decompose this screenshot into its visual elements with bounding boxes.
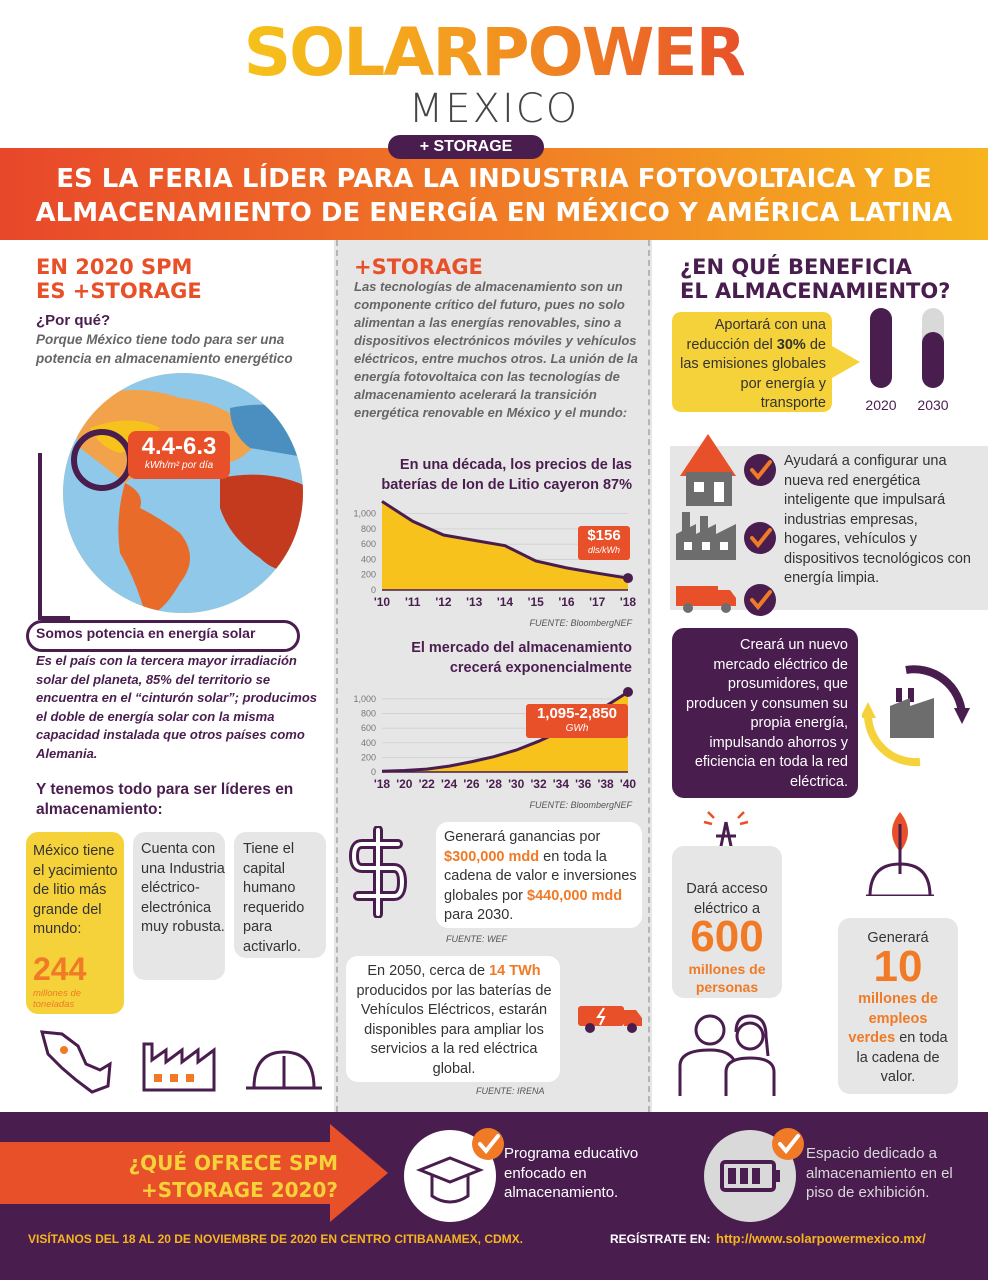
register-link[interactable]: http://www.solarpowermexico.mx/	[716, 1231, 926, 1246]
chart1-callout-unit: dls/kWh	[587, 545, 620, 555]
mexico-map-icon	[42, 1032, 110, 1092]
chart2-title	[346, 638, 632, 678]
prosumer-cycle-icon	[862, 662, 974, 770]
offer-education: Programa educativo enfocado en almacenamiento.	[504, 1145, 639, 1201]
why-text: Porque México tiene todo para ser una potencia en almacenamiento energético	[36, 332, 293, 366]
y-tick-label: 600	[360, 539, 376, 550]
y-tick-label: 400	[360, 554, 376, 565]
chart2-title-line2: crecerá exponencialmente	[449, 660, 632, 676]
banner-headline	[0, 162, 988, 230]
people-icon	[676, 1010, 786, 1096]
benefits-title	[680, 255, 950, 303]
jobs-post: en toda la cadena de valor.	[856, 1030, 948, 1085]
wef-value-1: $300,000 mdd	[444, 848, 540, 865]
truck-icon	[676, 586, 736, 613]
y-tick-label: 1,000	[353, 693, 376, 704]
col1-icons	[36, 1010, 336, 1100]
grid-icons	[672, 430, 782, 616]
irena-source: FUENTE: IRENA	[476, 1086, 545, 1096]
jobs-unit: millones de empleos verdes	[848, 991, 938, 1046]
x-tick-label: '10	[373, 595, 391, 609]
logo-solarpower: SOLARPOWER	[243, 14, 745, 91]
access-value: 600	[690, 912, 764, 961]
prosumer-text: Creará un nuevo mercado eléctrico de prosumidores, que producen y consumen su propia energía, impulsando ahorros y eficiencia en toda la red eléctrica.	[685, 637, 848, 790]
access-text: Dará acceso eléctrico a	[686, 881, 768, 917]
chart2-title-line1: El mercado del almacenamiento	[411, 640, 632, 656]
hard-hat-icon	[246, 1052, 322, 1088]
y-tick-label: 600	[360, 723, 376, 734]
x-tick-label: '28	[485, 777, 502, 791]
y-tick-label: 800	[360, 708, 376, 719]
x-tick-label: '14	[496, 595, 514, 609]
lithium-unit: millones de toneladas	[33, 988, 82, 1010]
why-heading: ¿Por qué?	[36, 312, 111, 329]
chart2-callout-value: 1,095-2,850	[536, 705, 618, 722]
wef-post: para 2030.	[444, 907, 514, 923]
irena-value: 14 TWh	[489, 963, 541, 979]
reduction-value: 30%	[776, 336, 806, 353]
col1-title-line2: ES +STORAGE	[36, 279, 202, 303]
irradiation-value: 4.4-6.3	[141, 433, 217, 460]
storage-pill: + STORAGE	[388, 135, 544, 159]
y-tick-label: 0	[370, 767, 376, 777]
chart1-title-line2: baterías de Ion de Litio cayeron 87%	[381, 477, 632, 493]
globe-map-icon	[30, 368, 330, 658]
lithium-value: 244	[33, 951, 87, 987]
x-tick-label: '34	[552, 777, 570, 791]
benefits-title-line1: ¿EN QUÉ BENEFICIA	[680, 255, 912, 279]
x-tick-label: '15	[527, 595, 544, 609]
emissions-bars	[850, 304, 960, 418]
chart2-callout-unit: GWh	[565, 723, 589, 734]
bar-label: 2020	[865, 397, 897, 413]
x-tick-label: '20	[396, 777, 413, 791]
x-tick-label: '32	[530, 777, 547, 791]
benefits-title-line2: EL ALMACENAMIENTO?	[680, 279, 951, 303]
jobs-text	[844, 990, 952, 1088]
offer-question	[118, 1150, 338, 1204]
wef-value-2: $440,000 mdd	[527, 887, 623, 904]
x-tick-label: '13	[466, 595, 483, 609]
col1-title-line1: EN 2020 SPM	[36, 255, 193, 279]
x-tick-label: '18	[619, 595, 637, 609]
human-capital-text: Tiene el capital humano requerido para activarlo.	[243, 841, 305, 955]
y-tick-label: 200	[360, 752, 376, 763]
x-tick-label: '22	[418, 777, 435, 791]
bar-label: 2030	[917, 397, 949, 413]
solar-text: Es el país con la tercera mayor irradiación solar del planeta, 85% del territorio se encuentra en el “cinturón solar”; producimos el doble de energía solar con la misma capacidad instalada que otros países como Alemania.	[36, 653, 317, 761]
electric-truck-icon	[576, 998, 644, 1034]
irradiation-unit: kWh/m² por día	[144, 460, 214, 471]
storage-market-chart	[340, 680, 640, 798]
x-tick-label: '36	[575, 777, 592, 791]
x-tick-label: '16	[558, 595, 575, 609]
x-tick-label: '17	[589, 595, 606, 609]
banner-line-2: ALMACENAMIENTO DE ENERGÍA EN MÉXICO Y AMÉRICA LATINA	[35, 198, 953, 228]
x-tick-label: '26	[463, 777, 480, 791]
col1-title	[36, 255, 202, 303]
industry-text: Cuenta con una Industria eléctrico-electrónica muy robusta.	[141, 841, 225, 935]
jobs-value: 10	[873, 942, 923, 991]
chart1-source: FUENTE: BloombergNEF	[529, 618, 632, 628]
x-tick-label: '12	[435, 595, 452, 609]
banner-line-1: ES LA FERIA LÍDER PARA LA INDUSTRIA FOTOVOLTAICA Y DE	[56, 164, 932, 194]
house-icon	[680, 434, 736, 506]
dollar-sign-icon	[348, 826, 408, 918]
irena-post: producidos por las baterías de Vehículos Eléctricos, estarán disponibles para ampliar los servicios a la red eléctrica global.	[356, 982, 552, 1077]
chart2-source: FUENTE: BloombergNEF	[529, 800, 632, 810]
data-point	[623, 687, 633, 697]
lithium-text: México tiene el yacimiento de litio más grande del mundo:	[33, 843, 118, 937]
bar	[870, 308, 892, 388]
y-tick-label: 1,000	[353, 508, 376, 519]
offer-question-line2: +STORAGE 2020?	[141, 1178, 338, 1202]
x-tick-label: '38	[597, 777, 614, 791]
x-tick-label: '40	[619, 777, 637, 791]
y-tick-label: 400	[360, 737, 376, 748]
solar-title: Somos potencia en energía solar	[36, 625, 256, 641]
y-tick-label: 0	[370, 585, 376, 595]
x-tick-label: '11	[404, 595, 421, 609]
wef-text	[444, 828, 640, 926]
offer-question-line1: ¿QUÉ OFRECE SPM	[128, 1151, 338, 1175]
reduction-post: de las emisiones globales por energía y transporte	[680, 336, 826, 411]
x-tick-label: '18	[373, 777, 391, 791]
x-tick-label: '30	[508, 777, 525, 791]
x-tick-label: '24	[440, 777, 458, 791]
reduction-text	[676, 316, 826, 414]
battery-icon	[700, 1124, 810, 1224]
visit-info: VISÍTANOS DEL 18 AL 20 DE NOVIEMBRE DE 2020 EN CENTRO CITIBANAMEX, CDMX.	[28, 1232, 523, 1246]
access-unit: millones de personas	[688, 961, 766, 995]
register-label: REGÍSTRATE EN:	[610, 1232, 711, 1246]
education-icon	[400, 1124, 510, 1224]
storage-title: +STORAGE	[354, 255, 483, 279]
chart1-callout-value: $156	[587, 527, 621, 544]
data-point	[623, 573, 633, 583]
smart-grid-text: Ayudará a configurar una nueva red energética inteligente que impulsará industrias empresas, hogares, vehículos y dispositivos tecnológicos con energía limpia.	[784, 453, 971, 586]
irena-pre: En 2050, cerca de	[367, 963, 486, 979]
storage-intro: Las tecnologías de almacenamiento son un componente crítico del futuro, pues no solo alimentan a las energías renovables, sino a dispositivos electrónicos móviles y vehículos eléctricos, entre muchos otros. La unión de la energía fotovoltaica con las tecnologías de almacenamiento acelerará la transición energética renovable en México y el mundo:	[354, 279, 638, 420]
leaders-title: Y tenemos todo para ser líderes en almacenamiento:	[36, 781, 294, 818]
bar	[922, 332, 944, 388]
wef-source: FUENTE: WEF	[446, 934, 507, 944]
wef-pre: Generará ganancias por	[444, 829, 601, 845]
reduction-pre: Aportará con una reducción del	[686, 317, 826, 353]
factory-icon	[144, 1044, 214, 1090]
y-tick-label: 200	[360, 569, 376, 580]
industry-icon	[676, 512, 736, 560]
chart1-title	[346, 455, 632, 495]
green-jobs-icon	[866, 804, 936, 896]
logo-mexico: MEXICO	[408, 86, 580, 132]
wef-mid: en toda la cadena de valor e inversiones globales por	[444, 848, 637, 904]
y-tick-label: 800	[360, 523, 376, 534]
chart1-title-line1: En una década, los precios de las	[399, 457, 632, 473]
offer-exhibition: Espacio dedicado a almacenamiento en el piso de exhibición.	[806, 1145, 953, 1201]
irena-text	[352, 962, 556, 1079]
jobs-pre: Generará	[867, 930, 929, 946]
